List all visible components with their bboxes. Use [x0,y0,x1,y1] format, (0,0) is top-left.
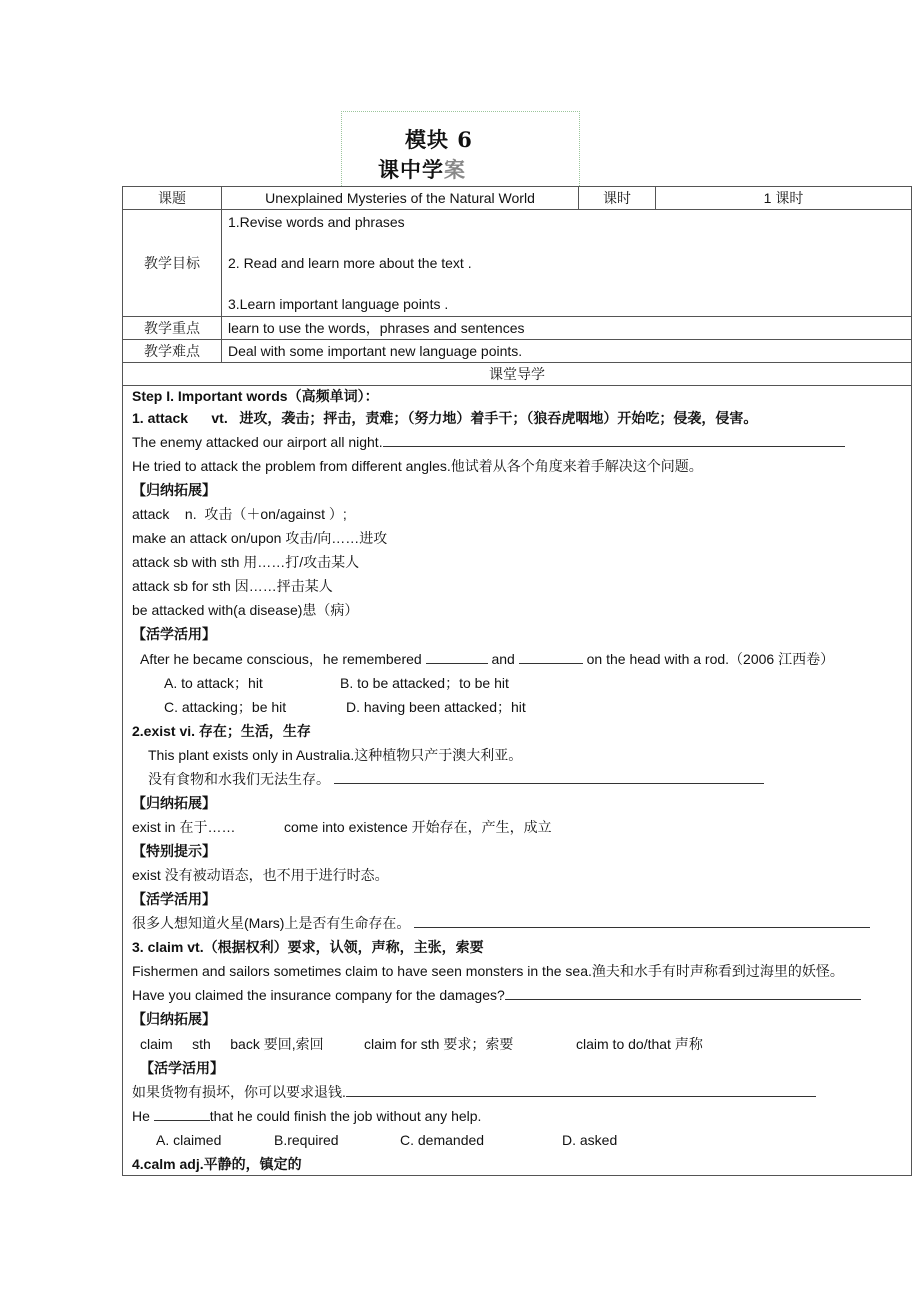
answer-blank[interactable] [346,1084,816,1097]
goals-label: 教学目标 [123,210,222,317]
example-sentence [132,433,845,451]
lesson-subtitle [378,154,466,184]
topic-label: 课题 [123,187,222,210]
example-sentence: This plant exists only in Australia.这种植物只产于澳大利亚。 [148,747,523,763]
focus-row [123,317,912,340]
answer-blank[interactable] [414,915,870,928]
practice-translate [132,914,870,932]
expand-item: claim sth back 要回,索回 [140,1036,324,1052]
question-text: and [491,651,515,667]
difficulty-value: Deal with some important new language points. [222,340,912,363]
word-heading-attack: 1. attack vt. 进攻，袭击；抨击，责难；（努力地）着手干；（狼吞虎咽地）开始吃；侵袭，侵害。 [132,410,758,426]
note-text: exist 没有被动语态，也不用于进行时态。 [132,867,389,883]
option-d[interactable]: D. having been attacked；hit [346,699,526,715]
option-b[interactable]: B. to be attacked；to be hit [340,675,509,691]
expand-item: attack n. 攻击（＋on/against ）; [132,506,347,522]
goal-item: 1.Revise words and phrases [228,214,405,230]
word-heading-calm: 4.calm adj.平静的，镇定的 [132,1156,302,1172]
expand-title: 【归纳拓展】 [132,1011,216,1027]
option-b[interactable]: B.required [274,1132,339,1148]
example-sentence: Fishermen and sailors sometimes claim to have seen monsters in the sea.渔夫和水手有时声称看到过海里的妖怪。 [132,963,844,979]
option-c[interactable]: C. attacking；be hit [164,699,287,715]
period-label: 课时 [579,187,656,210]
module-title: 模块 6 [405,127,473,152]
word-heading-exist: 2.exist vi. 存在；生活，生存 [132,723,311,739]
focus-value: learn to use the words，phrases and sentences [222,317,912,340]
expand-item: claim to do/that 声称 [576,1036,703,1052]
option-c[interactable]: C. demanded [400,1132,485,1148]
expand-item: claim for sth 要求；索要 [364,1036,514,1052]
expand-item: make an attack on/upon 攻击/向……进攻 [132,530,388,546]
practice-translate [132,1083,816,1101]
answer-blank[interactable] [154,1108,210,1121]
answer-blank[interactable] [519,651,583,664]
option-a[interactable]: A. claimed [156,1132,222,1148]
difficulty-label: 教学难点 [123,340,222,363]
section-title: 课堂导学 [123,363,912,386]
example-text: The enemy attacked our airport all night. [132,434,383,450]
example-sentence: He tried to attack the problem from different angles.他试着从各个角度来着手解决这个问题。 [132,458,703,474]
question-text: that he could finish the job without any help. [209,1108,482,1124]
answer-blank[interactable] [334,771,764,784]
example-sentence [148,770,764,788]
step-title: Step I. Important words（高频单词）： [132,388,379,404]
example-text: Have you claimed the insurance company for the damages? [132,987,505,1003]
period-value: 1 课时 [656,187,912,210]
question-text: on the head with a rod.（2006 江西卷） [586,651,835,667]
question-text: He [132,1108,150,1124]
goals-list [222,210,912,317]
lesson-info-table [122,186,912,386]
guided-study-content [122,383,912,1176]
expand-title: 【归纳拓展】 [132,482,216,498]
goals-row [123,210,912,317]
practice-text: 如果货物有损坏，你可以要求退钱. [132,1084,346,1100]
subtitle-faded: 案 [444,157,466,182]
expand-item: come into existence 开始存在，产生，成立 [284,819,552,835]
practice-title: 【活学活用】 [132,626,216,642]
difficulty-row [123,340,912,363]
practice-question [140,650,834,668]
goal-item: 2. Read and learn more about the text . [228,255,472,271]
expand-item: be attacked with(a disease)患（病） [132,602,359,618]
question-text: After he became conscious，he remembered [140,651,422,667]
expand-item: attack sb for sth 因……抨击某人 [132,578,333,594]
focus-label: 教学重点 [123,317,222,340]
option-a[interactable]: A. to attack；hit [164,675,263,691]
topic-value: Unexplained Mysteries of the Natural World [222,187,579,210]
practice-text: 很多人想知道火星(Mars)上是否有生命存在。 [132,915,411,931]
expand-title: 【归纳拓展】 [132,795,216,811]
goal-item: 3.Learn important language points . [228,296,449,312]
note-title: 【特别提示】 [132,843,216,859]
option-d[interactable]: D. asked [562,1132,618,1148]
answer-blank[interactable] [505,987,861,1000]
topic-row [123,187,912,210]
answer-blank[interactable] [383,434,845,447]
practice-question [132,1107,481,1125]
example-text: 没有食物和水我们无法生存。 [148,771,330,787]
answer-blank[interactable] [426,651,488,664]
example-sentence [132,986,861,1004]
word-heading-claim: 3. claim vt.（根据权利）要求，认领，声称，主张，索要 [132,939,484,955]
practice-title: 【活学活用】 [140,1060,224,1076]
practice-title: 【活学活用】 [132,891,216,907]
subtitle-main: 课中学 [378,157,444,182]
expand-item: exist in 在于…… [132,819,236,835]
expand-item: attack sb with sth 用……打/攻击某人 [132,554,360,570]
